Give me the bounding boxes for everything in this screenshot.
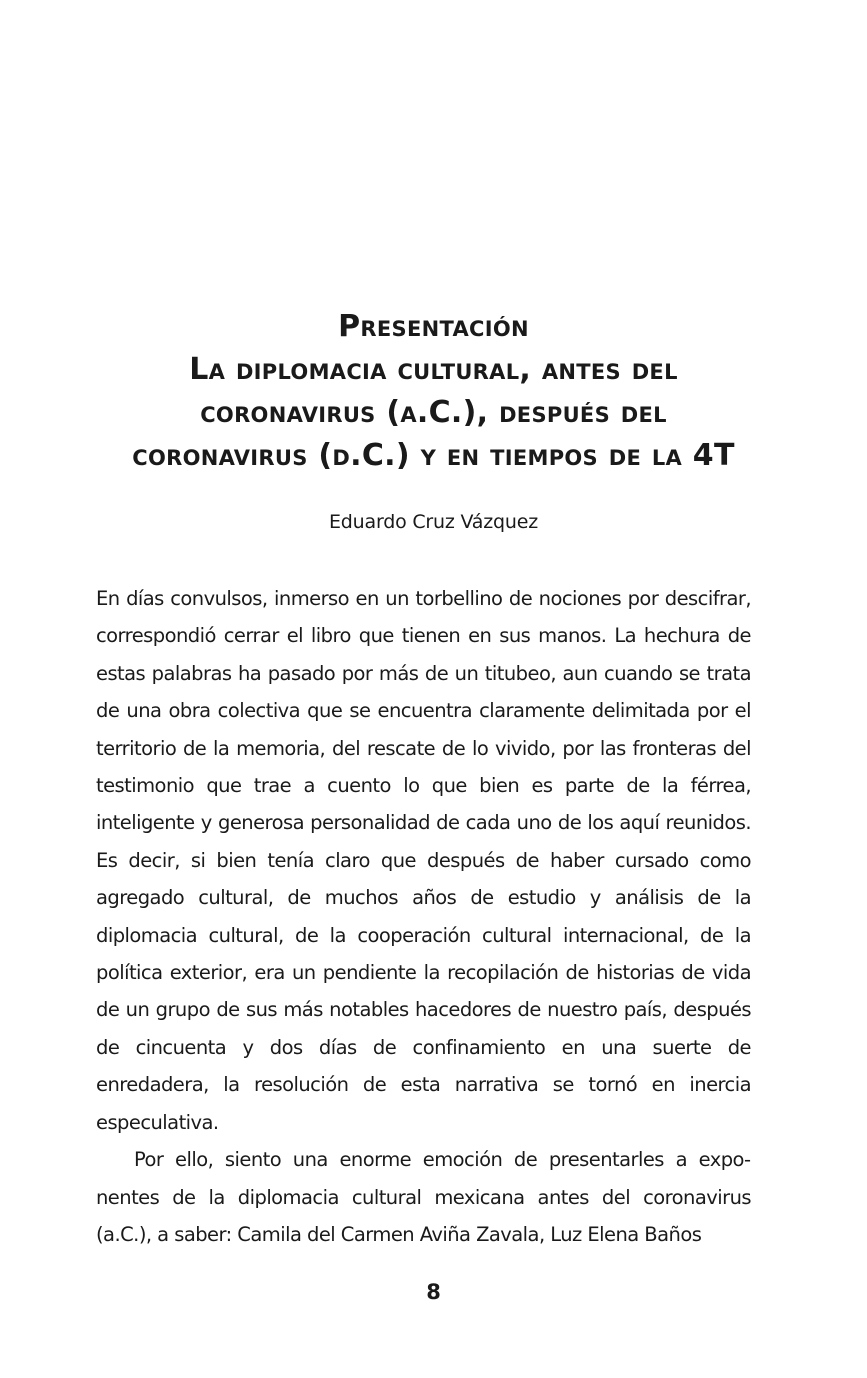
paragraph-1: En días convulsos, inmerso en un torbellino de nociones por descifrar, correspondió cerrar el libro que tienen en sus manos. La hechura de estas palabras ha pasado por más de un titubeo, aun cuando se trata de una obra colectiva que se encuentra claramente delimitada por el territorio de la memoria, del rescate de lo vivido, por las fronteras del testimonio que trae a cuento lo que bien es parte de la férrea, inteligente y generosa personalidad de cada uno de los aquí reunidos. Es decir, si bien tenía claro que después de haber cursado como agregado cultural, de muchos años de estudio y análisis de la diplomacia cultural, de la cooperación cultural internacional, de la política exterior, era un pendiente la recopilación de historias de vida de un grupo de sus más notables hacedores de nuestro país, después de cincuenta y dos días de confinamiento en una suerte de enredadera, la resolución de esta narrativa se tornó en inercia especulativa. [96,587,751,1134]
author-name: Eduardo Cruz Vázquez [329,511,538,533]
section-title: Presentación [338,309,529,344]
chapter-heading [60,305,807,477]
chapter-title-line-1: La diplomacia cultural, antes del [189,352,678,387]
chapter-title-line-3: coronavirus (d.C.) y en tiempos de la 4T [132,438,735,473]
page-number: 8 [426,1280,441,1304]
paragraph-2: Por ello, siento una enorme emoción de presentarles a exponentes de la diplomacia cultural mexicana antes del coronavirus (a.C.), a saber: Camila del Carmen Aviña Zavala, Luz Elena Baños [96,1148,751,1246]
chapter-title-line-2: coronavirus (a.C.), después del [200,395,667,430]
body-text [96,580,751,1253]
